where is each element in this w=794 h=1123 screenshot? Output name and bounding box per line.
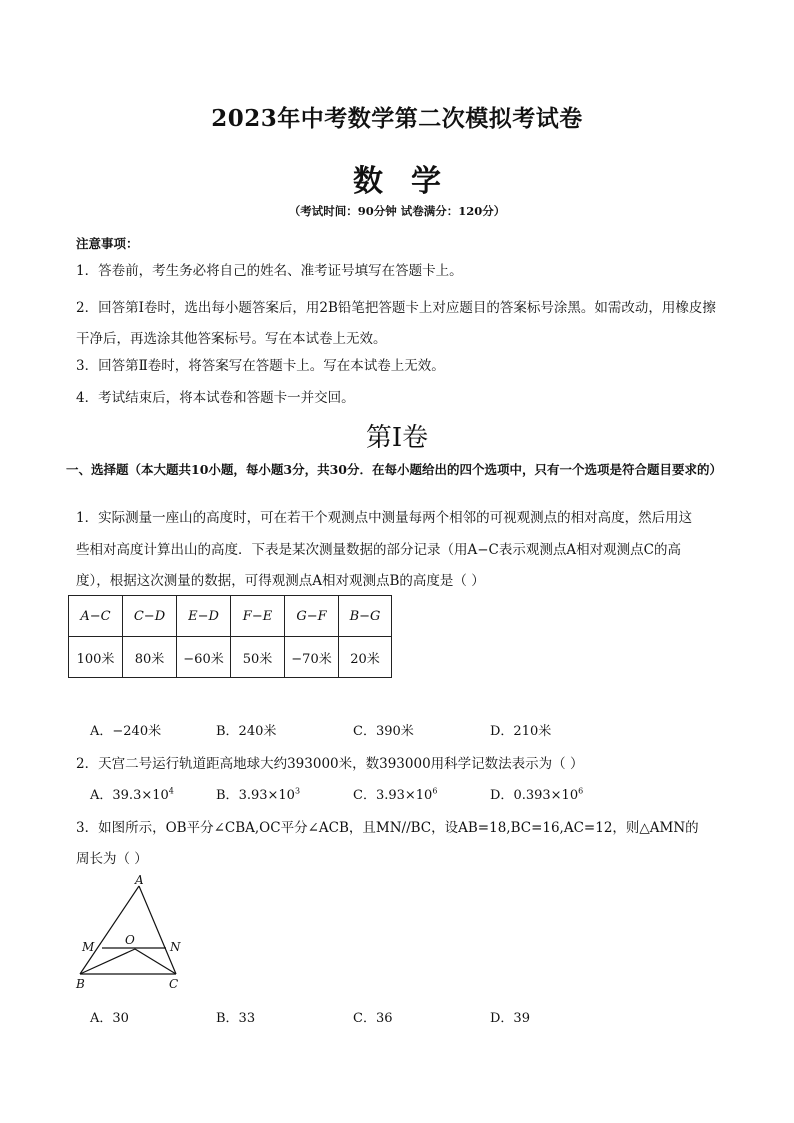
option-label: C．: [353, 788, 376, 803]
question-1-option-c: C．390米: [353, 724, 414, 739]
question-1-option-a: A．−240米: [90, 724, 162, 739]
label-c: C: [169, 977, 179, 991]
table-header-cell: B−G: [339, 596, 392, 637]
table-cell: 100米: [69, 637, 123, 678]
option-base: 39.3×10: [112, 788, 169, 803]
label-m: M: [82, 940, 95, 954]
option-label: A．: [90, 788, 113, 803]
table-cell: −70米: [285, 637, 339, 678]
measurement-table: [68, 595, 392, 678]
notice-heading: 注意事项：: [76, 236, 139, 251]
section-title: 第Ⅰ卷: [365, 423, 429, 453]
option-label: D．: [490, 788, 514, 803]
notice-item-2: 2．回答第Ⅰ卷时，选出每小题答案后，用2B铅笔把答题卡上对应题目的答案标号涂黑。如需改动，用橡皮擦干净后，再选涂其他答案标号。写在本试卷上无效。: [76, 300, 716, 347]
question-2-line-1: 2．天宫二号运行轨道距高地球大约393000米，数393000用科学记数法表示为（ ）: [76, 756, 584, 772]
option-label: B．: [216, 788, 239, 803]
table-row: [69, 637, 392, 678]
question-1-line-1: 1．实际测量一座山的高度时，可在若干个观测点中测量每两个相邻的可视观测点的相对高度，然后用这: [76, 510, 693, 526]
label-n: N: [170, 940, 181, 954]
question-3-option-d: D．39: [490, 1011, 530, 1026]
question-3-option-b: B．33: [216, 1011, 256, 1026]
question-2-option-b: [216, 784, 300, 803]
option-exponent: 3: [294, 786, 301, 796]
option-exponent: 4: [168, 786, 174, 796]
option-base: 3.93×10: [375, 788, 433, 803]
table-row: [69, 596, 392, 637]
option-base: 3.93×10: [238, 788, 295, 803]
question-3-line-1: 3．如图所示，OB平分∠CBA,OC平分∠ACB，且MN//BC，设AB=18,BC=16,AC=12，则△AMN的: [76, 820, 699, 836]
notice-item-1: 1．答卷前，考生务必将自己的姓名、准考证号填写在答题卡上。: [76, 263, 463, 279]
question-3-line-2: 周长为（ ）: [76, 851, 148, 867]
table-header-cell: C−D: [123, 596, 177, 637]
question-2-option-a: [90, 784, 174, 803]
question-3-option-a: A．30: [90, 1011, 129, 1026]
notice-item-4: 4．考试结束后，将本试卷和答题卡一并交回。: [76, 390, 355, 406]
question-1-option-d: D．210米: [490, 724, 552, 739]
exam-info: （考试时间：90分钟 试卷满分：120分）: [288, 204, 506, 218]
table-header-cell: F−E: [231, 596, 285, 637]
label-a: A: [135, 873, 144, 887]
notice-item-3: 3．回答第Ⅱ卷时，将答案写在答题卡上。写在本试卷上无效。: [76, 358, 445, 374]
question-2-option-d: [490, 784, 583, 803]
question-2-option-c: [353, 784, 437, 803]
table-cell: 50米: [231, 637, 285, 678]
table-cell: 20米: [339, 637, 392, 678]
table-header-cell: E−D: [177, 596, 231, 637]
option-exponent: 6: [578, 786, 584, 796]
question-3-option-c: C．36: [353, 1011, 393, 1026]
option-exponent: 6: [432, 786, 438, 796]
question-1-line-3: 度），根据这次测量的数据，可得观测点A相对观测点B的高度是（ ）: [76, 573, 485, 589]
triangle-figure: [70, 872, 190, 994]
table-cell: −60米: [177, 637, 231, 678]
option-base: 0.393×10: [513, 788, 579, 803]
subject-title: 数学: [353, 164, 469, 199]
edge-ac: [139, 886, 176, 974]
label-b: B: [76, 977, 85, 991]
question-1-line-2: 些相对高度计算出山的高度．下表是某次测量数据的部分记录（用A−C表示观测点A相对观测点C的高: [76, 542, 681, 558]
section-intro: 一、选择题（本大题共10小题，每小题3分，共30分．在每小题给出的四个选项中，只有一个选项是符合题目要求的）: [66, 462, 722, 477]
table-header-cell: G−F: [285, 596, 339, 637]
exam-title: 2023年中考数学第二次模拟考试卷: [211, 105, 583, 132]
label-o: O: [125, 933, 135, 947]
table-cell: 80米: [123, 637, 177, 678]
table-header-cell: A−C: [69, 596, 123, 637]
question-1-option-b: B．240米: [216, 724, 277, 739]
